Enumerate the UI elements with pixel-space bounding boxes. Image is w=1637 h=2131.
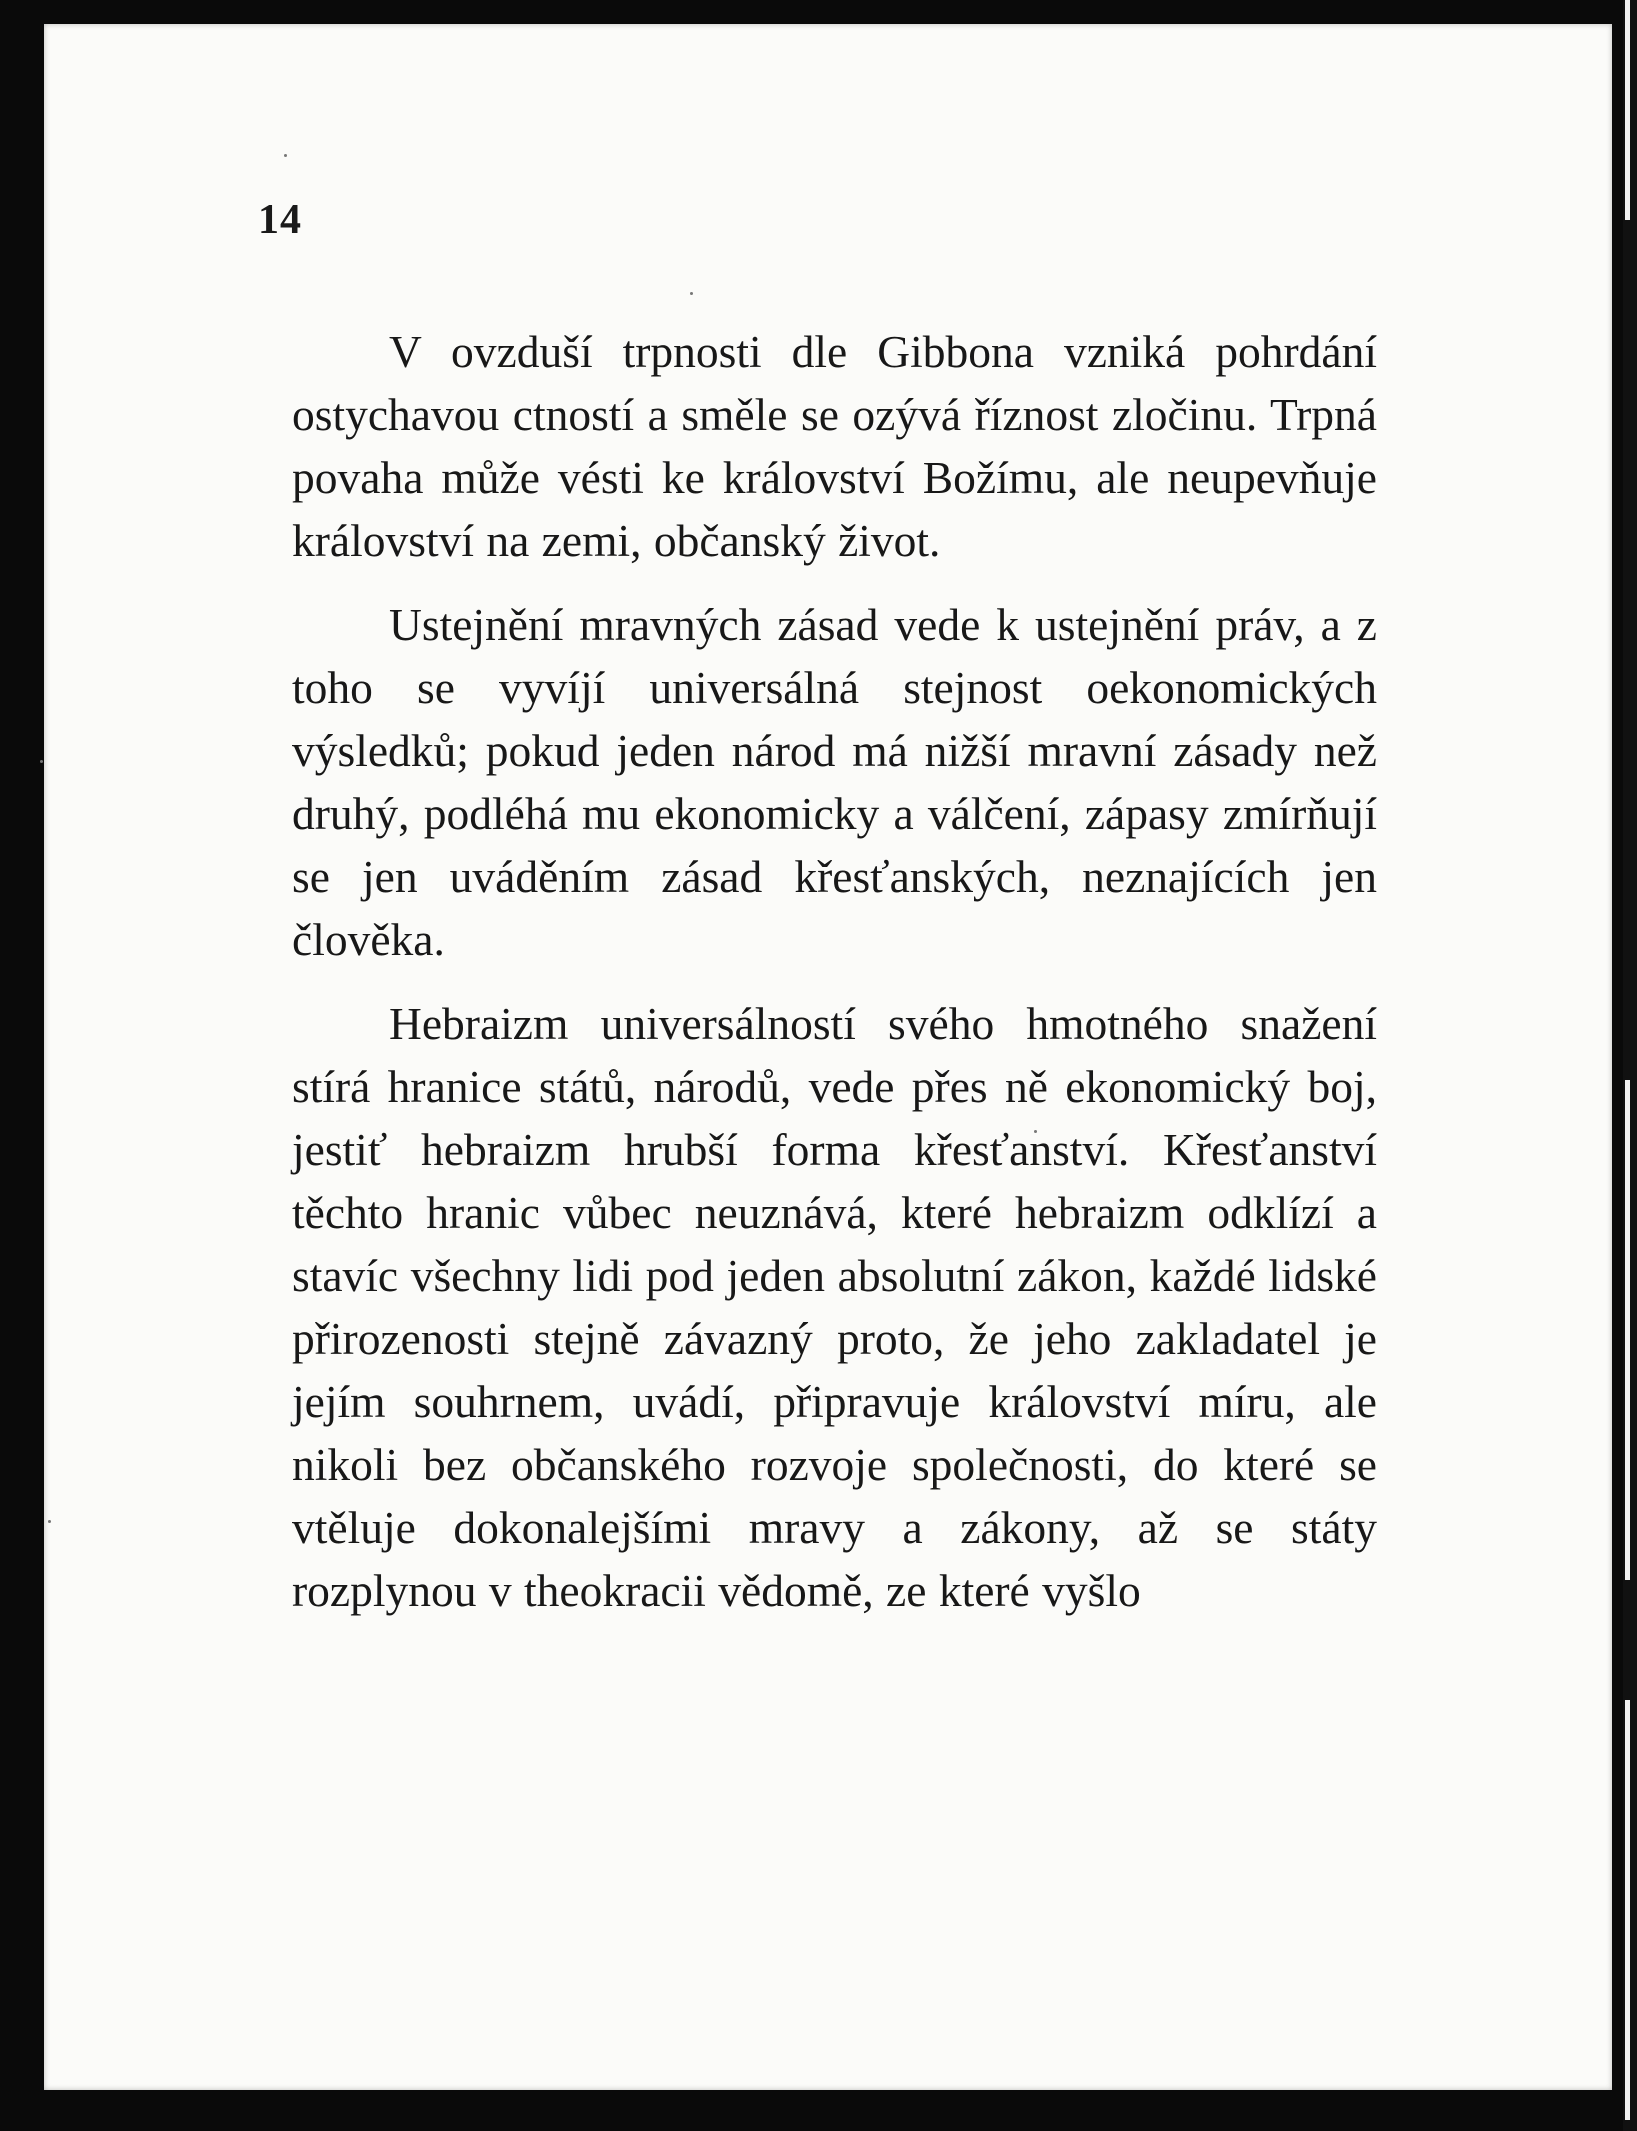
paragraph-2: Ustejnění mravných zásad vede k ustejnění práv, a z toho se vyvíjí universálná stejnost oekonomických výsledků; pokud jeden národ má nižší mravní zásady než druhý, podléhá mu ekonomicky a válčení, zápasy zmírňují se jen uváděním zásad křesťanských, neznajících jen člověka. <box>292 599 1377 965</box>
print-speck <box>40 760 43 763</box>
paragraph-3: Hebraizm universálností svého hmotného snažení stírá hranice států, národů, vede přes ně ekonomický boj, jestiť hebraizm hrubší forma křesťanství. Křesťanství těchto hranic vůbec neuznává, které hebraizm odklízí a stavíc všechny lidi pod jeden absolutní zákon, každé lidské přirozenosti stejně závazný proto, že jeho zakladatel je jejím souhrnem, uvádí, připravuje království míru, ale nikoli bez občanského rozvoje společnosti, do které se vtěluje dokonalejšími mravy a zákony, až se státy rozplynou v theokracii vědomě, ze které vyšlo <box>292 998 1377 1616</box>
edge-highlight <box>1625 1080 1630 1580</box>
page-edge <box>1623 0 1637 2131</box>
edge-highlight <box>1625 0 1630 220</box>
edge-highlight <box>1625 1700 1630 2120</box>
paragraph-1: V ovzduší trpnosti dle Gibbona vzniká pohrdání ostychavou ctností a směle se ozývá říznost zločinu. Trpná povaha může vésti ke království Božímu, ale neupevňuje království na zemi, občanský život. <box>292 326 1377 566</box>
body-text <box>292 320 1377 1643</box>
print-speck <box>284 154 287 157</box>
print-speck <box>48 1520 51 1523</box>
print-speck <box>690 292 693 295</box>
page-number: 14 <box>258 197 302 243</box>
